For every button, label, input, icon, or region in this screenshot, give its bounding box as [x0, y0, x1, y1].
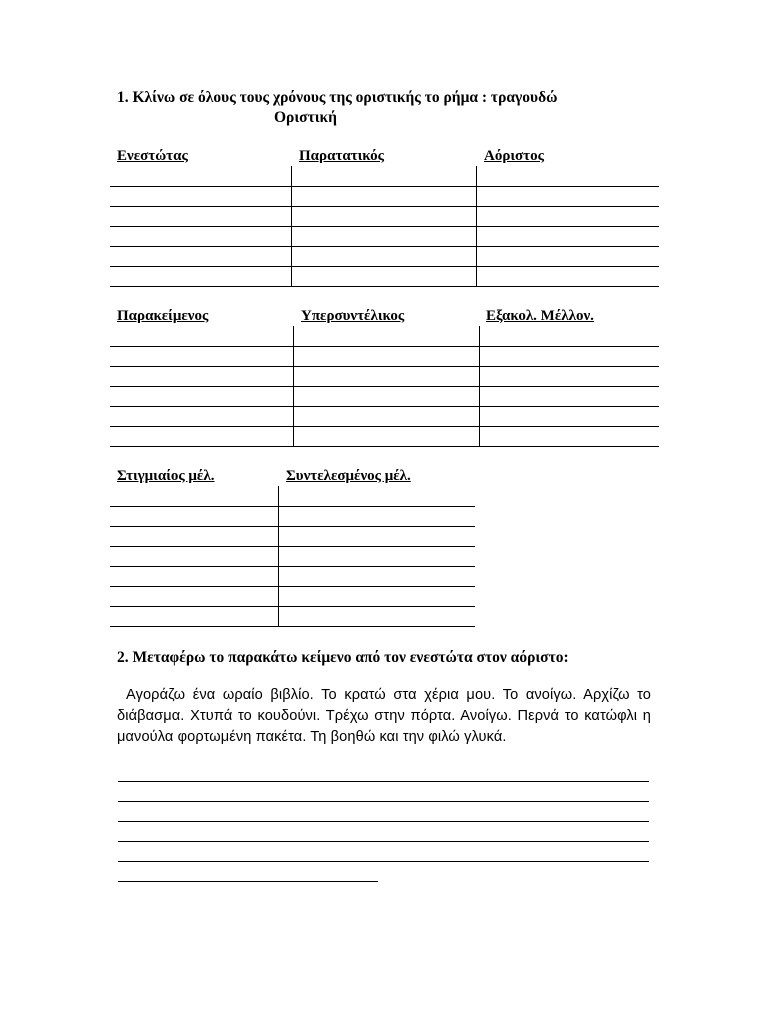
answer-line[interactable] — [110, 386, 659, 387]
answer-line[interactable] — [110, 446, 659, 447]
writing-line[interactable] — [118, 801, 649, 802]
column-header-future-perfect: Συντελεσμένος μέλ. — [286, 468, 411, 484]
answer-line[interactable] — [110, 346, 659, 347]
writing-line[interactable] — [118, 781, 649, 782]
answer-line[interactable] — [110, 406, 659, 407]
exercise-1-subtitle: Οριστική — [274, 109, 337, 126]
column-header-perfect: Παρακείμενος — [117, 308, 209, 324]
column-header-simple-future: Στιγμιαίος μέλ. — [117, 468, 215, 484]
answer-line[interactable] — [110, 366, 659, 367]
answer-line[interactable] — [110, 506, 475, 507]
answer-line[interactable] — [110, 566, 475, 567]
column-header-present: Ενεστώτας — [117, 148, 188, 164]
answer-line[interactable] — [110, 606, 475, 607]
writing-line[interactable] — [118, 841, 649, 842]
column-header-aorist: Αόριστος — [484, 148, 544, 164]
writing-line[interactable] — [118, 861, 649, 862]
answer-line[interactable] — [110, 266, 659, 267]
answer-line[interactable] — [110, 426, 659, 427]
answer-line[interactable] — [110, 586, 475, 587]
answer-line[interactable] — [110, 206, 659, 207]
answer-line[interactable] — [110, 286, 659, 287]
writing-line[interactable] — [118, 821, 649, 822]
answer-line[interactable] — [110, 526, 475, 527]
column-header-pluperfect: Υπερσυντέλικος — [301, 308, 405, 324]
answer-line[interactable] — [110, 246, 659, 247]
column-header-continuous-future: Εξακολ. Μέλλον. — [486, 308, 594, 324]
column-header-imperfect: Παρατατικός — [299, 148, 385, 164]
exercise-1-title: 1. Κλίνω σε όλους τους χρόνους της οριστικής το ρήμα : τραγουδώ — [117, 89, 558, 106]
exercise-2-title: 2. Μεταφέρω το παρακάτω κείμενο από τον ενεστώτα στον αόριστο: — [117, 649, 569, 666]
answer-line[interactable] — [110, 226, 659, 227]
writing-line[interactable] — [118, 881, 378, 882]
answer-line[interactable] — [110, 546, 475, 547]
exercise-2-passage: Αγοράζω ένα ωραίο βιβλίο. Το κρατώ στα χέρια μου. Το ανοίγω. Αρχίζω το διάβασμα. Χτυπά το κουδούνι. Τρέχω στην πόρτα. Ανοίγω. Περνά το κατώφλι η μανούλα φορτωμένη πακέτα. Τη βοηθώ και την φιλώ γλυκά. — [117, 687, 651, 745]
answer-line[interactable] — [110, 186, 659, 187]
answer-line[interactable] — [110, 626, 475, 627]
